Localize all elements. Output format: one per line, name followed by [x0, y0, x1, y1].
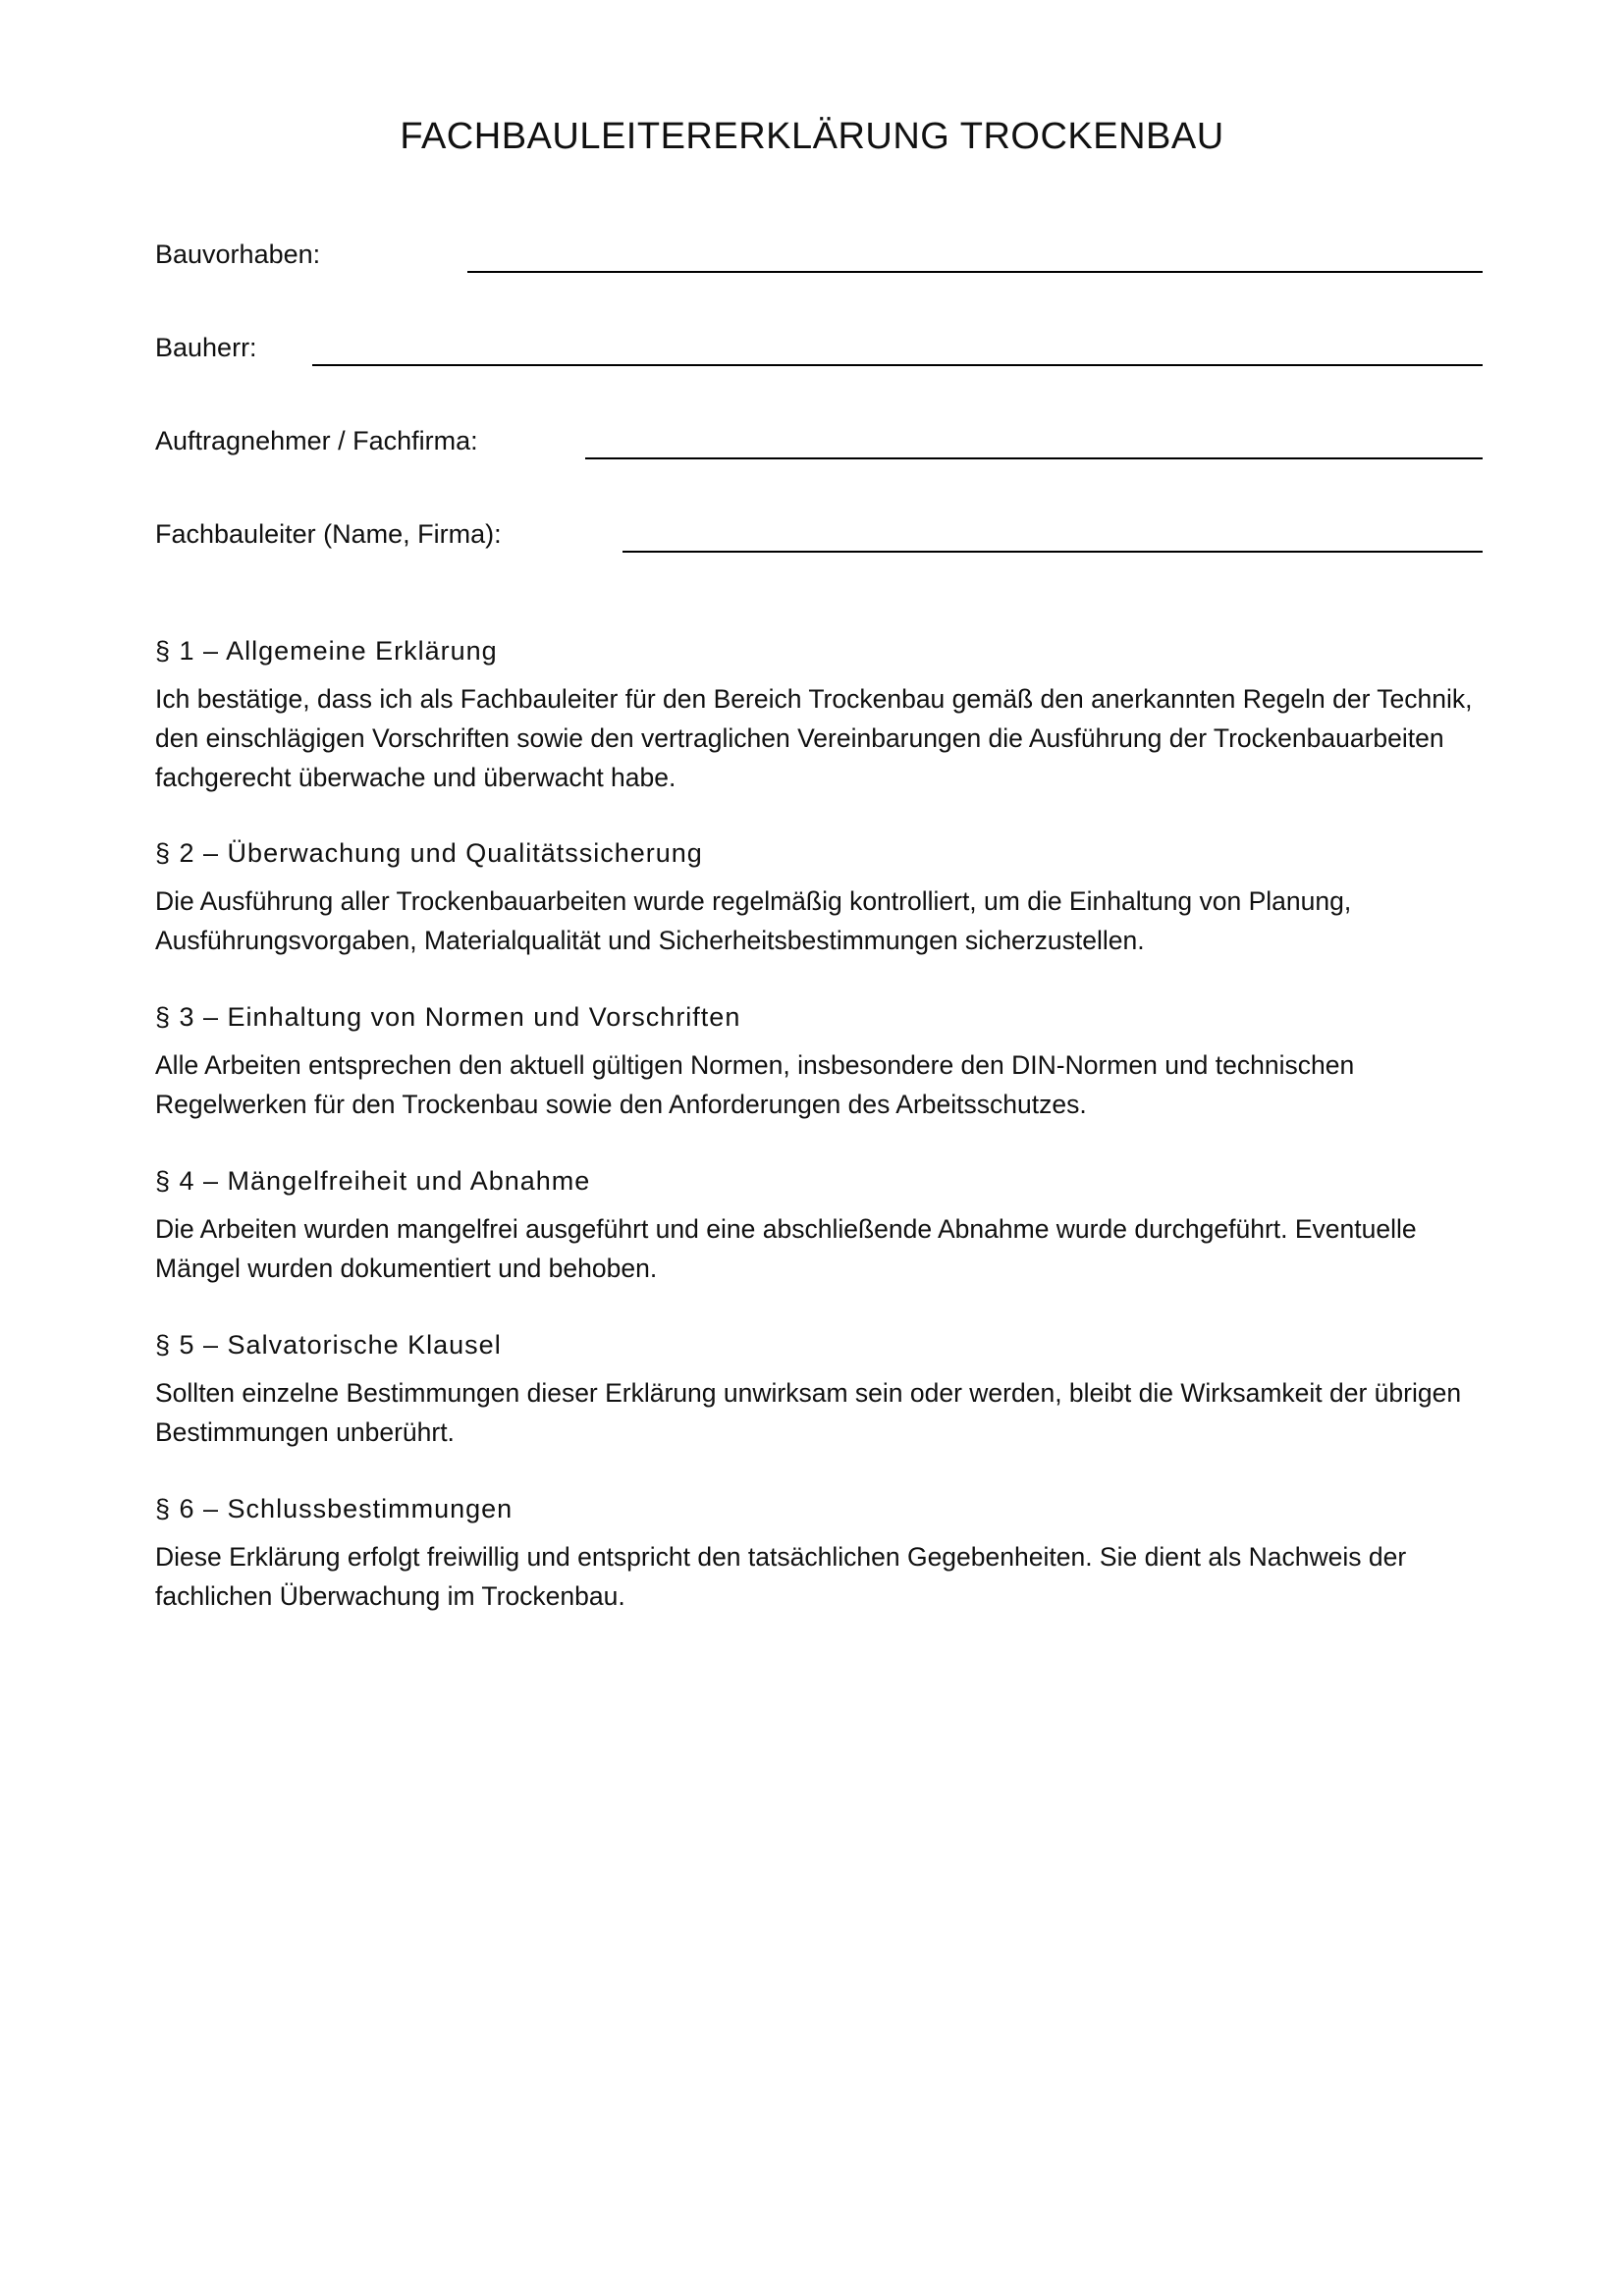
field-label-fachbauleiter: Fachbauleiter (Name, Firma): [155, 519, 502, 549]
section-heading: § 2 – Überwachung und Qualitätssicherung [155, 838, 703, 868]
section-heading: § 6 – Schlussbestimmungen [155, 1494, 514, 1523]
section-heading: § 1 – Allgemeine Erklärung [155, 636, 498, 666]
document-title: FACHBAULEITERERKLÄRUNG TROCKENBAU [400, 116, 1224, 157]
section-body: Diese Erklärung erfolgt freiwillig und entspricht den tatsächlichen Gegebenheiten. Sie dient als Nachweis der fachlichen Überwachung im Trockenbau. [155, 1542, 1407, 1611]
section-1 [155, 635, 1490, 797]
field-fachbauleiter [155, 518, 1483, 577]
section-2 [155, 837, 1490, 960]
section-body: Alle Arbeiten entsprechen den aktuell gültigen Normen, insbesondere den DIN-Normen und technischen Regelwerken für den Trockenbau sowie den Anforderungen des Arbeitsschutzes. [155, 1050, 1355, 1119]
section-heading: § 5 – Salvatorische Klausel [155, 1330, 502, 1360]
field-label-bauvorhaben: Bauvorhaben: [155, 240, 321, 269]
section-3 [155, 1001, 1490, 1124]
section-heading: § 4 – Mängelfreiheit und Abnahme [155, 1166, 591, 1196]
field-auftragnehmer [155, 425, 1483, 484]
field-line-fachbauleiter[interactable] [623, 551, 1483, 553]
section-6 [155, 1493, 1490, 1616]
field-label-bauherr: Bauherr: [155, 333, 257, 362]
section-body: Die Ausführung aller Trockenbauarbeiten wurde regelmäßig kontrolliert, um die Einhaltung von Planung, Ausführungsvorgaben, Materialqualität und Sicherheitsbestimmungen sicherzustellen. [155, 886, 1352, 955]
field-label-auftragnehmer: Auftragnehmer / Fachfirma: [155, 426, 478, 455]
section-5 [155, 1329, 1490, 1452]
section-body: Die Arbeiten wurden mangelfrei ausgeführt und eine abschließende Abnahme wurde durchgeführt. Eventuelle Mängel wurden dokumentiert und behoben. [155, 1214, 1417, 1283]
section-body: Ich bestätige, dass ich als Fachbauleiter für den Bereich Trockenbau gemäß den anerkannten Regeln der Technik, den einschlägigen Vorschriften sowie den vertraglichen Vereinbarungen die Ausführung der Trockenbauarbeiten fachgerecht überwache und überwacht habe. [155, 684, 1473, 792]
section-body: Sollten einzelne Bestimmungen dieser Erklärung unwirksam sein oder werden, bleibt die Wirksamkeit der übrigen Bestimmungen unberührt. [155, 1378, 1462, 1447]
field-bauherr [155, 332, 1483, 391]
field-line-auftragnehmer[interactable] [585, 457, 1483, 459]
field-line-bauherr[interactable] [312, 364, 1483, 366]
section-heading: § 3 – Einhaltung von Normen und Vorschriften [155, 1002, 741, 1032]
field-bauvorhaben [155, 239, 1483, 297]
field-line-bauvorhaben[interactable] [467, 271, 1483, 273]
section-4 [155, 1165, 1490, 1288]
